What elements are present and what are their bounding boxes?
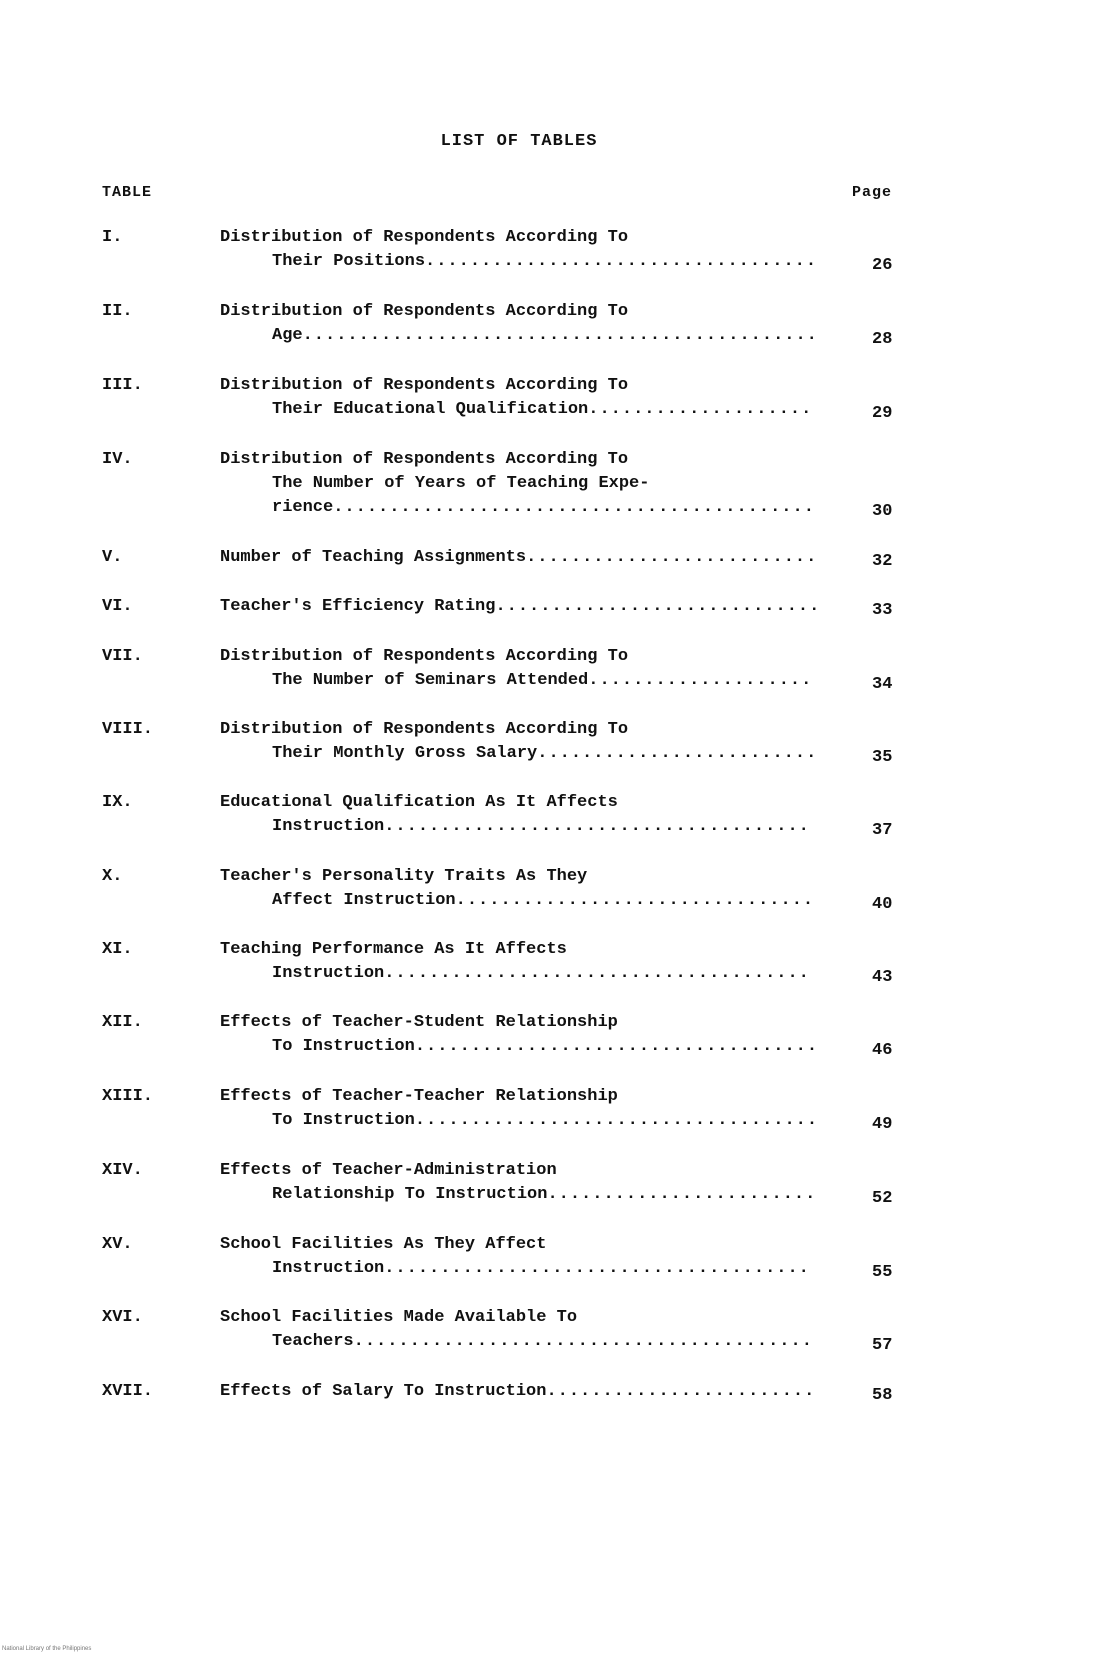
leader-dots: .........................................: [353, 1332, 813, 1351]
table-title-line: rience...........................................: [272, 498, 815, 517]
leader-dots: ..........................: [526, 548, 818, 567]
table-column-header: TABLE: [102, 184, 153, 201]
table-title-line: Effects of Teacher-Student Relationship: [220, 1013, 618, 1032]
table-number: IV.: [102, 450, 133, 469]
table-number: X.: [102, 867, 123, 886]
table-title-line: Educational Qualification As It Affects: [220, 793, 618, 812]
table-title-line: Effects of Salary To Instruction........................: [220, 1382, 816, 1401]
table-title-line: Distribution of Respondents According To: [220, 647, 629, 666]
table-title-line: Distribution of Respondents According To: [220, 228, 629, 247]
table-title-line: Teacher's Personality Traits As They: [220, 867, 588, 886]
page-number: 55: [872, 1263, 893, 1282]
table-title-line: The Number of Years of Teaching Expe-: [272, 474, 650, 493]
table-number: XIV.: [102, 1161, 143, 1180]
leader-dots: .............................: [495, 597, 821, 616]
table-title-line: Distribution of Respondents According To: [220, 376, 629, 395]
page-number: 28: [872, 330, 893, 349]
table-number: XV.: [102, 1235, 133, 1254]
table-number: VII.: [102, 647, 143, 666]
page-title: LIST OF TABLES: [440, 132, 598, 151]
leader-dots: ...........................................: [333, 498, 815, 517]
page-number: 35: [872, 748, 893, 767]
table-title-line: Affect Instruction................................: [272, 891, 815, 910]
leader-dots: ................................: [455, 891, 815, 910]
table-title-line: Effects of Teacher-Teacher Relationship: [220, 1087, 618, 1106]
page-column-header: Page: [852, 184, 893, 201]
table-title-line: Number of Teaching Assignments..........................: [220, 548, 818, 567]
table-title-line: Instruction......................................: [272, 964, 810, 983]
table-title-line: To Instruction....................................: [272, 1111, 819, 1130]
page-number: 40: [872, 895, 893, 914]
footer-note: National Library of the Philippines: [2, 1646, 92, 1652]
table-title-line: Distribution of Respondents According To: [220, 302, 629, 321]
leader-dots: ...................................: [425, 252, 818, 271]
table-title-line: Teachers.........................................: [272, 1332, 813, 1351]
page-number: 37: [872, 821, 893, 840]
leader-dots: ....................................: [414, 1111, 819, 1130]
table-title-line: Distribution of Respondents According To: [220, 720, 629, 739]
table-number: XI.: [102, 940, 133, 959]
leader-dots: ....................................: [414, 1037, 819, 1056]
table-title-line: Effects of Teacher-Administration: [220, 1161, 557, 1180]
table-title-line: Instruction......................................: [272, 817, 810, 836]
table-number: XIII.: [102, 1087, 154, 1106]
table-number: XII.: [102, 1013, 143, 1032]
page-number: 57: [872, 1336, 893, 1355]
table-title-line: Their Educational Qualification....................: [272, 400, 813, 419]
page-number: 32: [872, 552, 893, 571]
table-title-line: Age..............................................: [272, 326, 818, 345]
leader-dots: ......................................: [384, 964, 810, 983]
table-title-line: School Facilities As They Affect: [220, 1235, 547, 1254]
table-title-line: School Facilities Made Available To: [220, 1308, 578, 1327]
table-number: XVI.: [102, 1308, 143, 1327]
table-number: XVII.: [102, 1382, 154, 1401]
leader-dots: ....................: [588, 671, 813, 690]
leader-dots: ....................: [588, 400, 813, 419]
page-number: 46: [872, 1041, 893, 1060]
table-title-line: Teacher's Efficiency Rating.............................: [220, 597, 821, 616]
leader-dots: ..............................................: [302, 326, 818, 345]
table-number: II.: [102, 302, 133, 321]
table-title-line: Relationship To Instruction........................: [272, 1185, 817, 1204]
table-number: VI.: [102, 597, 133, 616]
table-title-line: To Instruction....................................: [272, 1037, 819, 1056]
page-number: 34: [872, 675, 893, 694]
table-number: III.: [102, 376, 143, 395]
page-number: 30: [872, 502, 893, 521]
table-title-line: Teaching Performance As It Affects: [220, 940, 567, 959]
table-title-line: Instruction......................................: [272, 1259, 810, 1278]
table-number: V.: [102, 548, 123, 567]
page-number: 29: [872, 404, 893, 423]
table-number: I.: [102, 228, 123, 247]
leader-dots: ........................: [546, 1382, 816, 1401]
page-number: 33: [872, 601, 893, 620]
table-title-line: Their Positions...................................: [272, 252, 818, 271]
table-number: VIII.: [102, 720, 154, 739]
leader-dots: ........................: [547, 1185, 817, 1204]
table-title-line: Their Monthly Gross Salary.........................: [272, 744, 818, 763]
page-number: 49: [872, 1115, 893, 1134]
leader-dots: ......................................: [384, 817, 810, 836]
page-number: 58: [872, 1386, 893, 1405]
table-title-line: The Number of Seminars Attended....................: [272, 671, 813, 690]
table-title-line: Distribution of Respondents According To: [220, 450, 629, 469]
table-number: IX.: [102, 793, 133, 812]
page-number: 43: [872, 968, 893, 987]
leader-dots: .........................: [537, 744, 818, 763]
leader-dots: ......................................: [384, 1259, 810, 1278]
page-number: 26: [872, 256, 893, 275]
page-number: 52: [872, 1189, 893, 1208]
